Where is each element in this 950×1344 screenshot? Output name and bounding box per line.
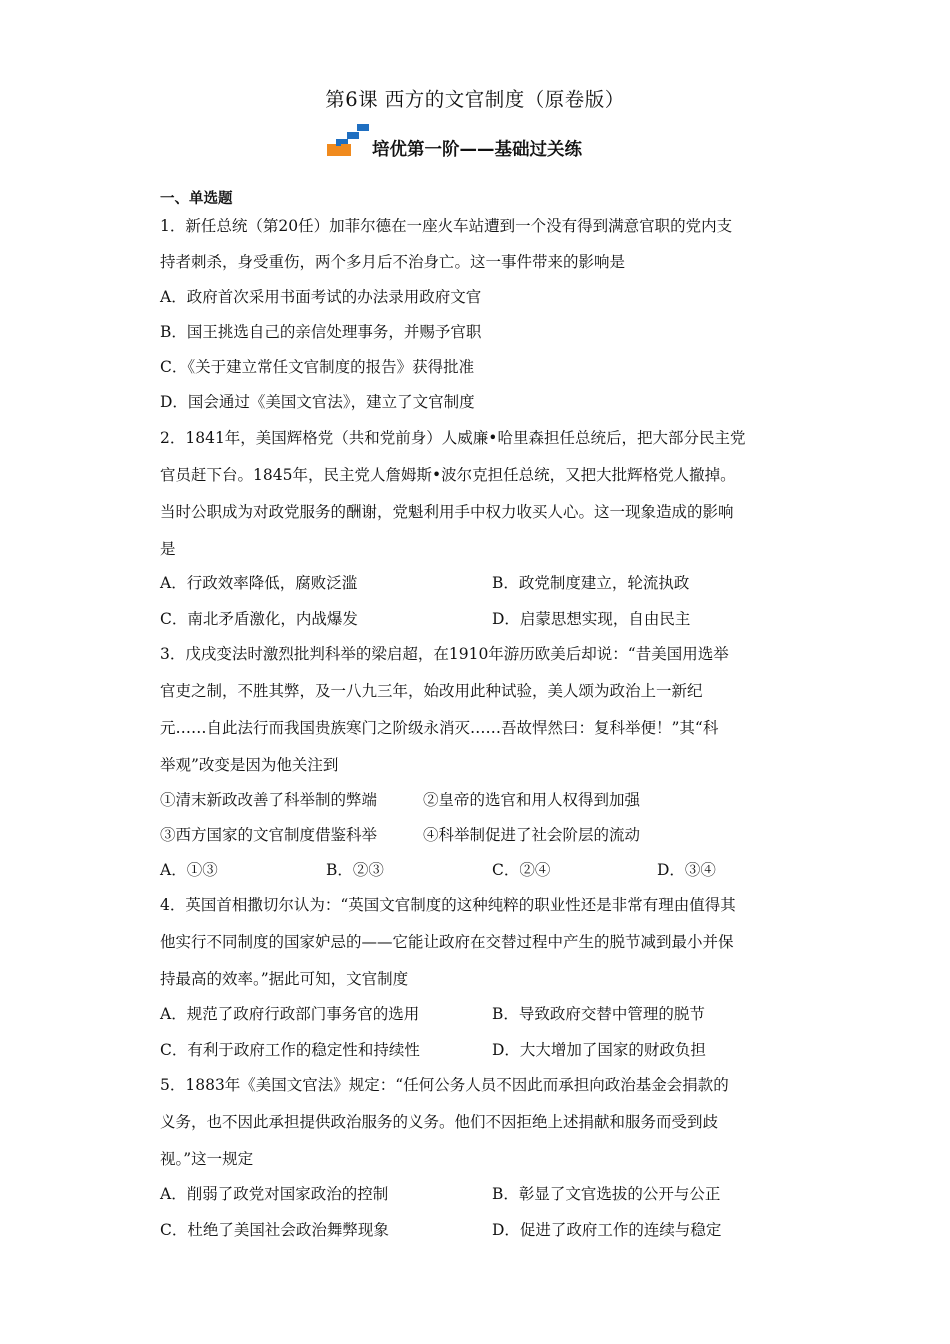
q3-stem-line: 举观”改变是因为他关注到 — [160, 756, 339, 774]
q1-option-d: D．国会通过《美国文官法》，建立了文官制度 — [160, 393, 475, 411]
q3-option-c: C．②④ — [492, 861, 551, 879]
page-title: 第6课 西方的文官制度（原卷版） — [325, 88, 625, 111]
q2-stem-line: 是 — [160, 540, 176, 558]
q2-option-a: A．行政效率降低，腐败泛滥 — [160, 574, 358, 592]
q5-stem-line: 5．1883年《美国文官法》规定：“任何公务人员不因此而承担向政治基金会捐款的 — [160, 1076, 729, 1094]
q2-stem-line: 官员赶下台。1845年，民主党人詹姆斯•波尔克担任总统，又把大批辉格党人撤掉。 — [160, 466, 736, 484]
subtitle: 培优第一阶——基础过关练 — [372, 140, 582, 160]
q2-stem-line: 当时公职成为对政党服务的酬谢，党魁利用手中权力收买人心。这一现象造成的影响 — [160, 503, 734, 521]
q2-option-d: D．启蒙思想实现，自由民主 — [492, 610, 691, 628]
stairs-icon — [327, 124, 371, 158]
section-heading: 一、单选题 — [160, 191, 233, 207]
q1-stem-line: 持者刺杀，身受重伤，两个多月后不治身亡。这一事件带来的影响是 — [160, 253, 626, 271]
q5-option-b: B．彰显了文官选拔的公开与公正 — [492, 1185, 721, 1203]
q4-option-b: B．导致政府交替中管理的脱节 — [492, 1005, 705, 1023]
q1-stem-line: 1．新任总统（第20任）加菲尔德在一座火车站遭到一个没有得到满意官职的党内支 — [160, 217, 733, 235]
q5-stem-line: 视。”这一规定 — [160, 1150, 254, 1168]
q3-stem-line: 元……自此法行而我国贵族寒门之阶级永消灭……吾故悍然曰：复科举便！”其“科 — [160, 719, 719, 737]
q3-statement-2: ②皇帝的选官和用人权得到加强 — [423, 791, 641, 809]
q5-option-d: D．促进了政府工作的连续与稳定 — [492, 1221, 722, 1239]
q2-option-b: B．政党制度建立，轮流执政 — [492, 574, 690, 592]
q2-option-c: C．南北矛盾激化，内战爆发 — [160, 610, 358, 628]
q4-option-d: D．大大增加了国家的财政负担 — [492, 1041, 706, 1059]
q3-stem-line: 3．戊戌变法时激烈批判科举的梁启超，在1910年游历欧美后却说：“昔美国用选举 — [160, 645, 729, 663]
q1-option-b: B．国王挑选自己的亲信处理事务，并赐予官职 — [160, 323, 482, 341]
q3-option-a: A．①③ — [160, 861, 218, 879]
q3-option-d: D．③④ — [657, 861, 716, 879]
q4-stem-line: 4．英国首相撒切尔认为：“英国文官制度的这种纯粹的职业性还是非常有理由值得其 — [160, 896, 736, 914]
q4-option-c: C．有利于政府工作的稳定性和持续性 — [160, 1041, 420, 1059]
q4-stem-line: 持最高的效率。”据此可知，文官制度 — [160, 970, 409, 988]
q3-option-b: B．②③ — [326, 861, 384, 879]
q2-stem-line: 2．1841年，美国辉格党（共和党前身）人威廉•哈里森担任总统后，把大部分民主党 — [160, 429, 746, 447]
q5-option-c: C．杜绝了美国社会政治舞弊现象 — [160, 1221, 389, 1239]
q5-stem-line: 义务，也不因此承担提供政治服务的义务。他们不因拒绝上述捐献和服务而受到歧 — [160, 1113, 719, 1131]
q5-option-a: A．削弱了政党对国家政治的控制 — [160, 1185, 389, 1203]
q3-statement-1: ①清末新政改善了科举制的弊端 — [160, 791, 378, 809]
q3-statement-3: ③西方国家的文官制度借鉴科举 — [160, 826, 378, 844]
q3-statement-4: ④科举制促进了社会阶层的流动 — [423, 826, 641, 844]
q4-stem-line: 他实行不同制度的国家妒忌的——它能让政府在交替过程中产生的脱节减到最小并保 — [160, 933, 734, 951]
subtitle-banner — [327, 124, 647, 164]
q3-stem-line: 官吏之制，不胜其弊，及一八九三年，始改用此种试验，美人颂为政治上一新纪 — [160, 682, 703, 700]
q4-option-a: A．规范了政府行政部门事务官的选用 — [160, 1005, 420, 1023]
q1-option-c: C．《关于建立常任文官制度的报告》获得批准 — [160, 358, 475, 376]
q1-option-a: A．政府首次采用书面考试的办法录用政府文官 — [160, 288, 482, 306]
